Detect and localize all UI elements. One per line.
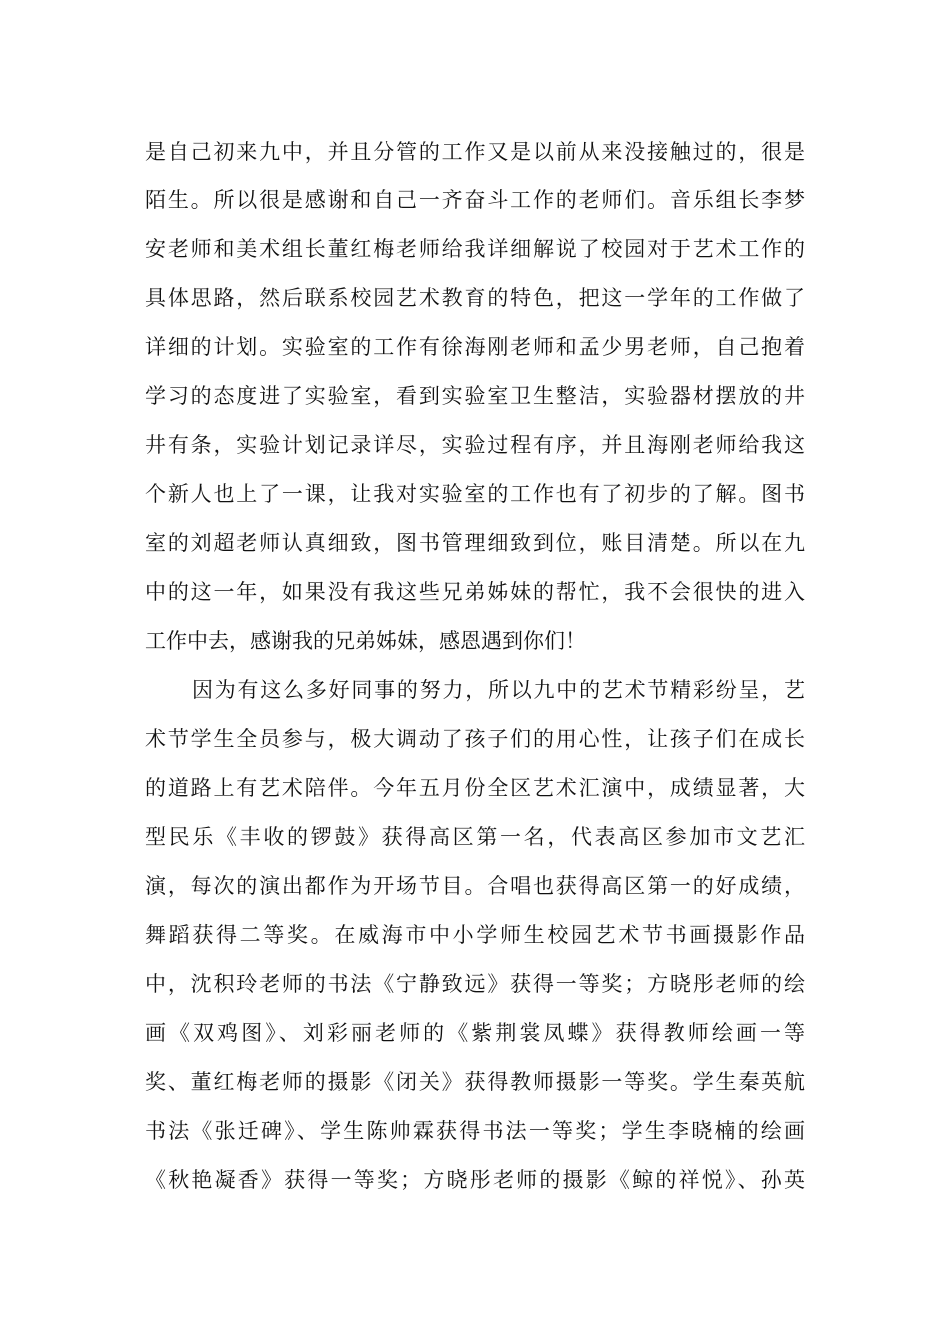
body-text-line: 画《双鸡图》、刘彩丽老师的《紫荆裳凤蝶》获得教师绘画一等: [145, 1021, 805, 1045]
body-text-line: 室的刘超老师认真细致，图书管理细致到位，账目清楚。所以在九: [145, 531, 805, 555]
body-text-line: 舞蹈获得二等奖。在威海市中小学师生校园艺术节书画摄影作品: [145, 923, 805, 947]
body-text-line: 型民乐《丰收的锣鼓》获得高区第一名，代表高区参加市文艺汇: [145, 825, 805, 849]
body-text-line: 学习的态度进了实验室，看到实验室卫生整洁，实验器材摆放的井: [145, 384, 805, 408]
paragraph-first-line: 因为有这么多好同事的努力，所以九中的艺术节精彩纷呈，艺: [192, 678, 805, 702]
body-text-line: 安老师和美术组长董红梅老师给我详细解说了校园对于艺术工作的: [145, 237, 805, 261]
body-text-line: 中的这一年，如果没有我这些兄弟姊妹的帮忙，我不会很快的进入: [145, 580, 805, 604]
body-text-line: 陌生。所以很是感谢和自己一齐奋斗工作的老师们。音乐组长李梦: [145, 188, 805, 212]
body-text-line: 是自己初来九中，并且分管的工作又是以前从来没接触过的，很是: [145, 140, 805, 164]
body-text-line: 术节学生全员参与，极大调动了孩子们的用心性，让孩子们在成长: [145, 727, 805, 751]
body-text-line: 井有条，实验计划记录详尽，实验过程有序，并且海刚老师给我这: [145, 433, 805, 457]
body-text-line: 奖、董红梅老师的摄影《闭关》获得教师摄影一等奖。学生秦英航: [145, 1070, 805, 1094]
body-text-line: 的道路上有艺术陪伴。今年五月份全区艺术汇演中，成绩显著，大: [145, 776, 805, 800]
body-text-line: 个新人也上了一课，让我对实验室的工作也有了初步的了解。图书: [145, 482, 805, 506]
body-text-line: 演，每次的演出都作为开场节目。合唱也获得高区第一的好成绩，: [145, 874, 805, 898]
body-text-line: 中，沈积玲老师的书法《宁静致远》获得一等奖；方晓彤老师的绘: [145, 972, 805, 996]
body-text-line: 工作中去，感谢我的兄弟姊妹，感恩遇到你们！: [145, 629, 586, 653]
body-text-line: 详细的计划。实验室的工作有徐海刚老师和孟少男老师，自己抱着: [145, 335, 805, 359]
body-text-line: 具体思路，然后联系校园艺术教育的特色，把这一学年的工作做了: [145, 286, 805, 310]
body-text-line: 《秋艳凝香》获得一等奖；方晓彤老师的摄影《鲸的祥悦》、孙英: [145, 1168, 805, 1192]
body-text-line: 书法《张迁碑》、学生陈帅霖获得书法一等奖；学生李晓楠的绘画: [145, 1119, 805, 1143]
